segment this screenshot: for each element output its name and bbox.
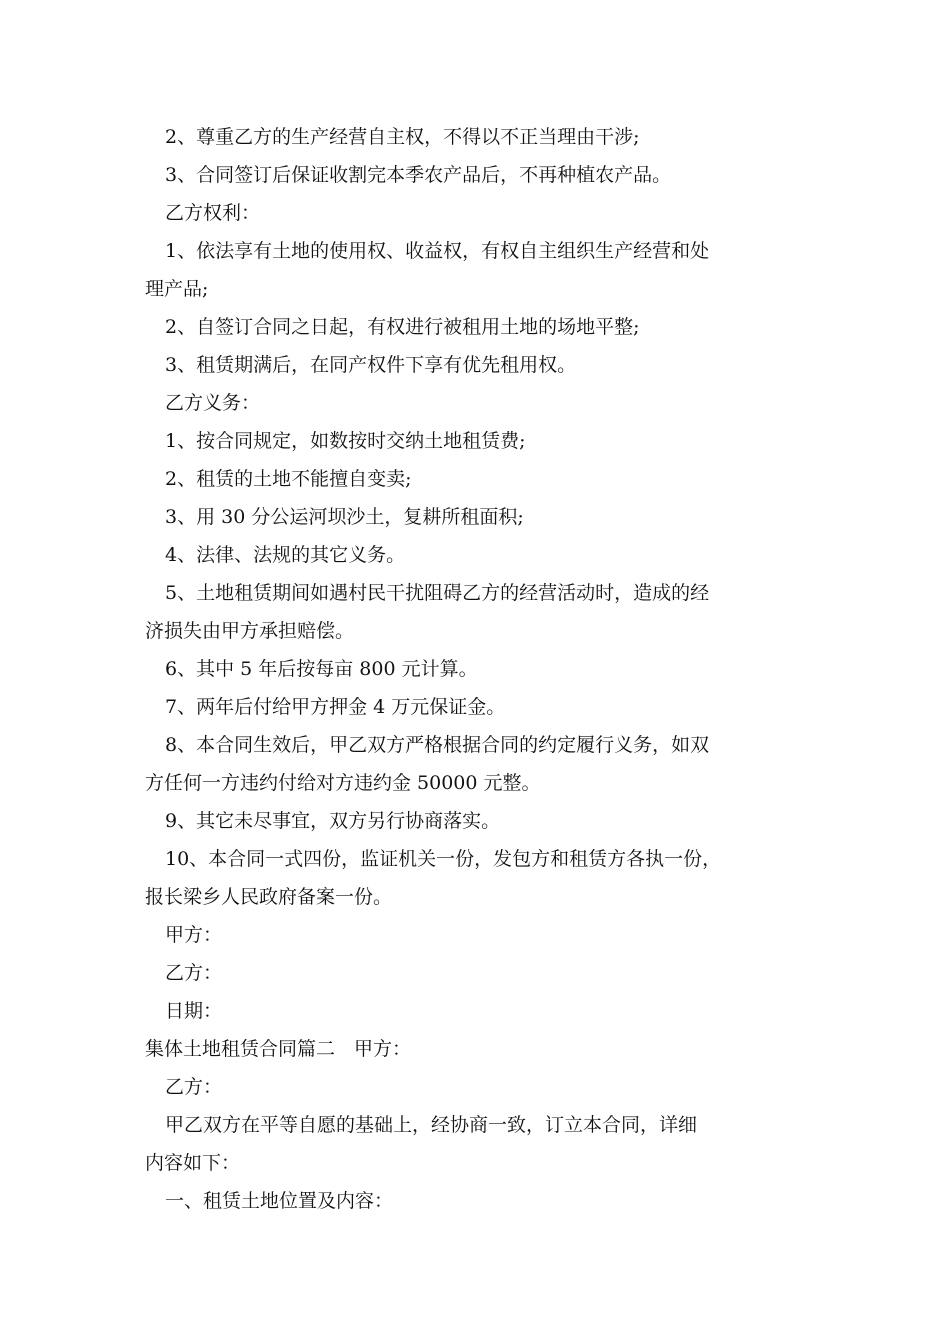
paragraph-clause-5 (145, 574, 810, 650)
paragraph-lessee-duty-3: 3、用 30 分公运河坝沙土，复耕所租面积; (165, 506, 524, 528)
paragraph-lessee-duty-2: 2、租赁的土地不能擅自变卖; (165, 468, 412, 490)
paragraph-lessor-duty-2: 2、尊重乙方的生产经营自主权，不得以不正当理由干涉; (165, 126, 640, 148)
signature-party-a: 甲方： (165, 924, 223, 946)
paragraph-clause-7: 7、两年后付给甲方押金 4 万元保证金。 (165, 696, 506, 718)
party-b-line: 乙方： (165, 1076, 223, 1098)
paragraph-clause-10 (145, 840, 810, 916)
signature-date: 日期： (165, 1000, 223, 1022)
paragraph-line: 方任何一方违约付给对方违约金 50000 元整。 (145, 772, 541, 794)
paragraph-line: 5、土地租赁期间如遇村民干扰阻碍乙方的经营活动时，造成的经 (165, 582, 710, 604)
paragraph-lessee-duty-4: 4、法律、法规的其它义务。 (165, 544, 406, 566)
document-body (145, 118, 810, 1220)
heading-lessee-rights: 乙方权利： (165, 202, 261, 224)
signature-party-b: 乙方： (165, 962, 223, 984)
paragraph-clause-9: 9、其它未尽事宜，双方另行协商落实。 (165, 810, 501, 832)
paragraph-line: 甲乙双方在平等自愿的基础上，经协商一致，订立本合同，详细 (165, 1114, 698, 1136)
paragraph-preamble (145, 1106, 810, 1182)
heading-lessee-duties: 乙方义务： (165, 392, 261, 414)
paragraph-line: 1、依法享有土地的使用权、收益权，有权自主组织生产经营和处 (165, 240, 710, 262)
heading-section-1: 一、租赁土地位置及内容： (165, 1190, 394, 1212)
paragraph-lessor-duty-3: 3、合同签订后保证收割完本季农产品后，不再种植农产品。 (165, 164, 672, 186)
paragraph-line: 济损失由甲方承担赔偿。 (145, 620, 355, 642)
paragraph-lessee-right-3: 3、租赁期满后，在同产权件下享有优先租用权。 (165, 354, 577, 376)
paragraph-lessee-duty-1: 1、按合同规定，如数按时交纳土地租赁费; (165, 430, 526, 452)
paragraph-clause-6: 6、其中 5 年后按每亩 800 元计算。 (165, 658, 478, 680)
paragraph-line: 内容如下： (145, 1152, 241, 1174)
paragraph-line: 10、本合同一式四份，监证机关一份，发包方和租赁方各执一份， (165, 848, 722, 870)
paragraph-clause-8 (145, 726, 810, 802)
paragraph-line: 理产品; (145, 278, 209, 300)
section-title-contract-2: 集体土地租赁合同篇二 甲方： (145, 1038, 412, 1060)
paragraph-line: 8、本合同生效后，甲乙双方严格根据合同的约定履行义务，如双 (165, 734, 710, 756)
paragraph-lessee-right-2: 2、自签订合同之日起，有权进行被租用土地的场地平整; (165, 316, 640, 338)
paragraph-line: 报长梁乡人民政府备案一份。 (145, 886, 393, 908)
paragraph-lessee-right-1 (145, 232, 810, 308)
